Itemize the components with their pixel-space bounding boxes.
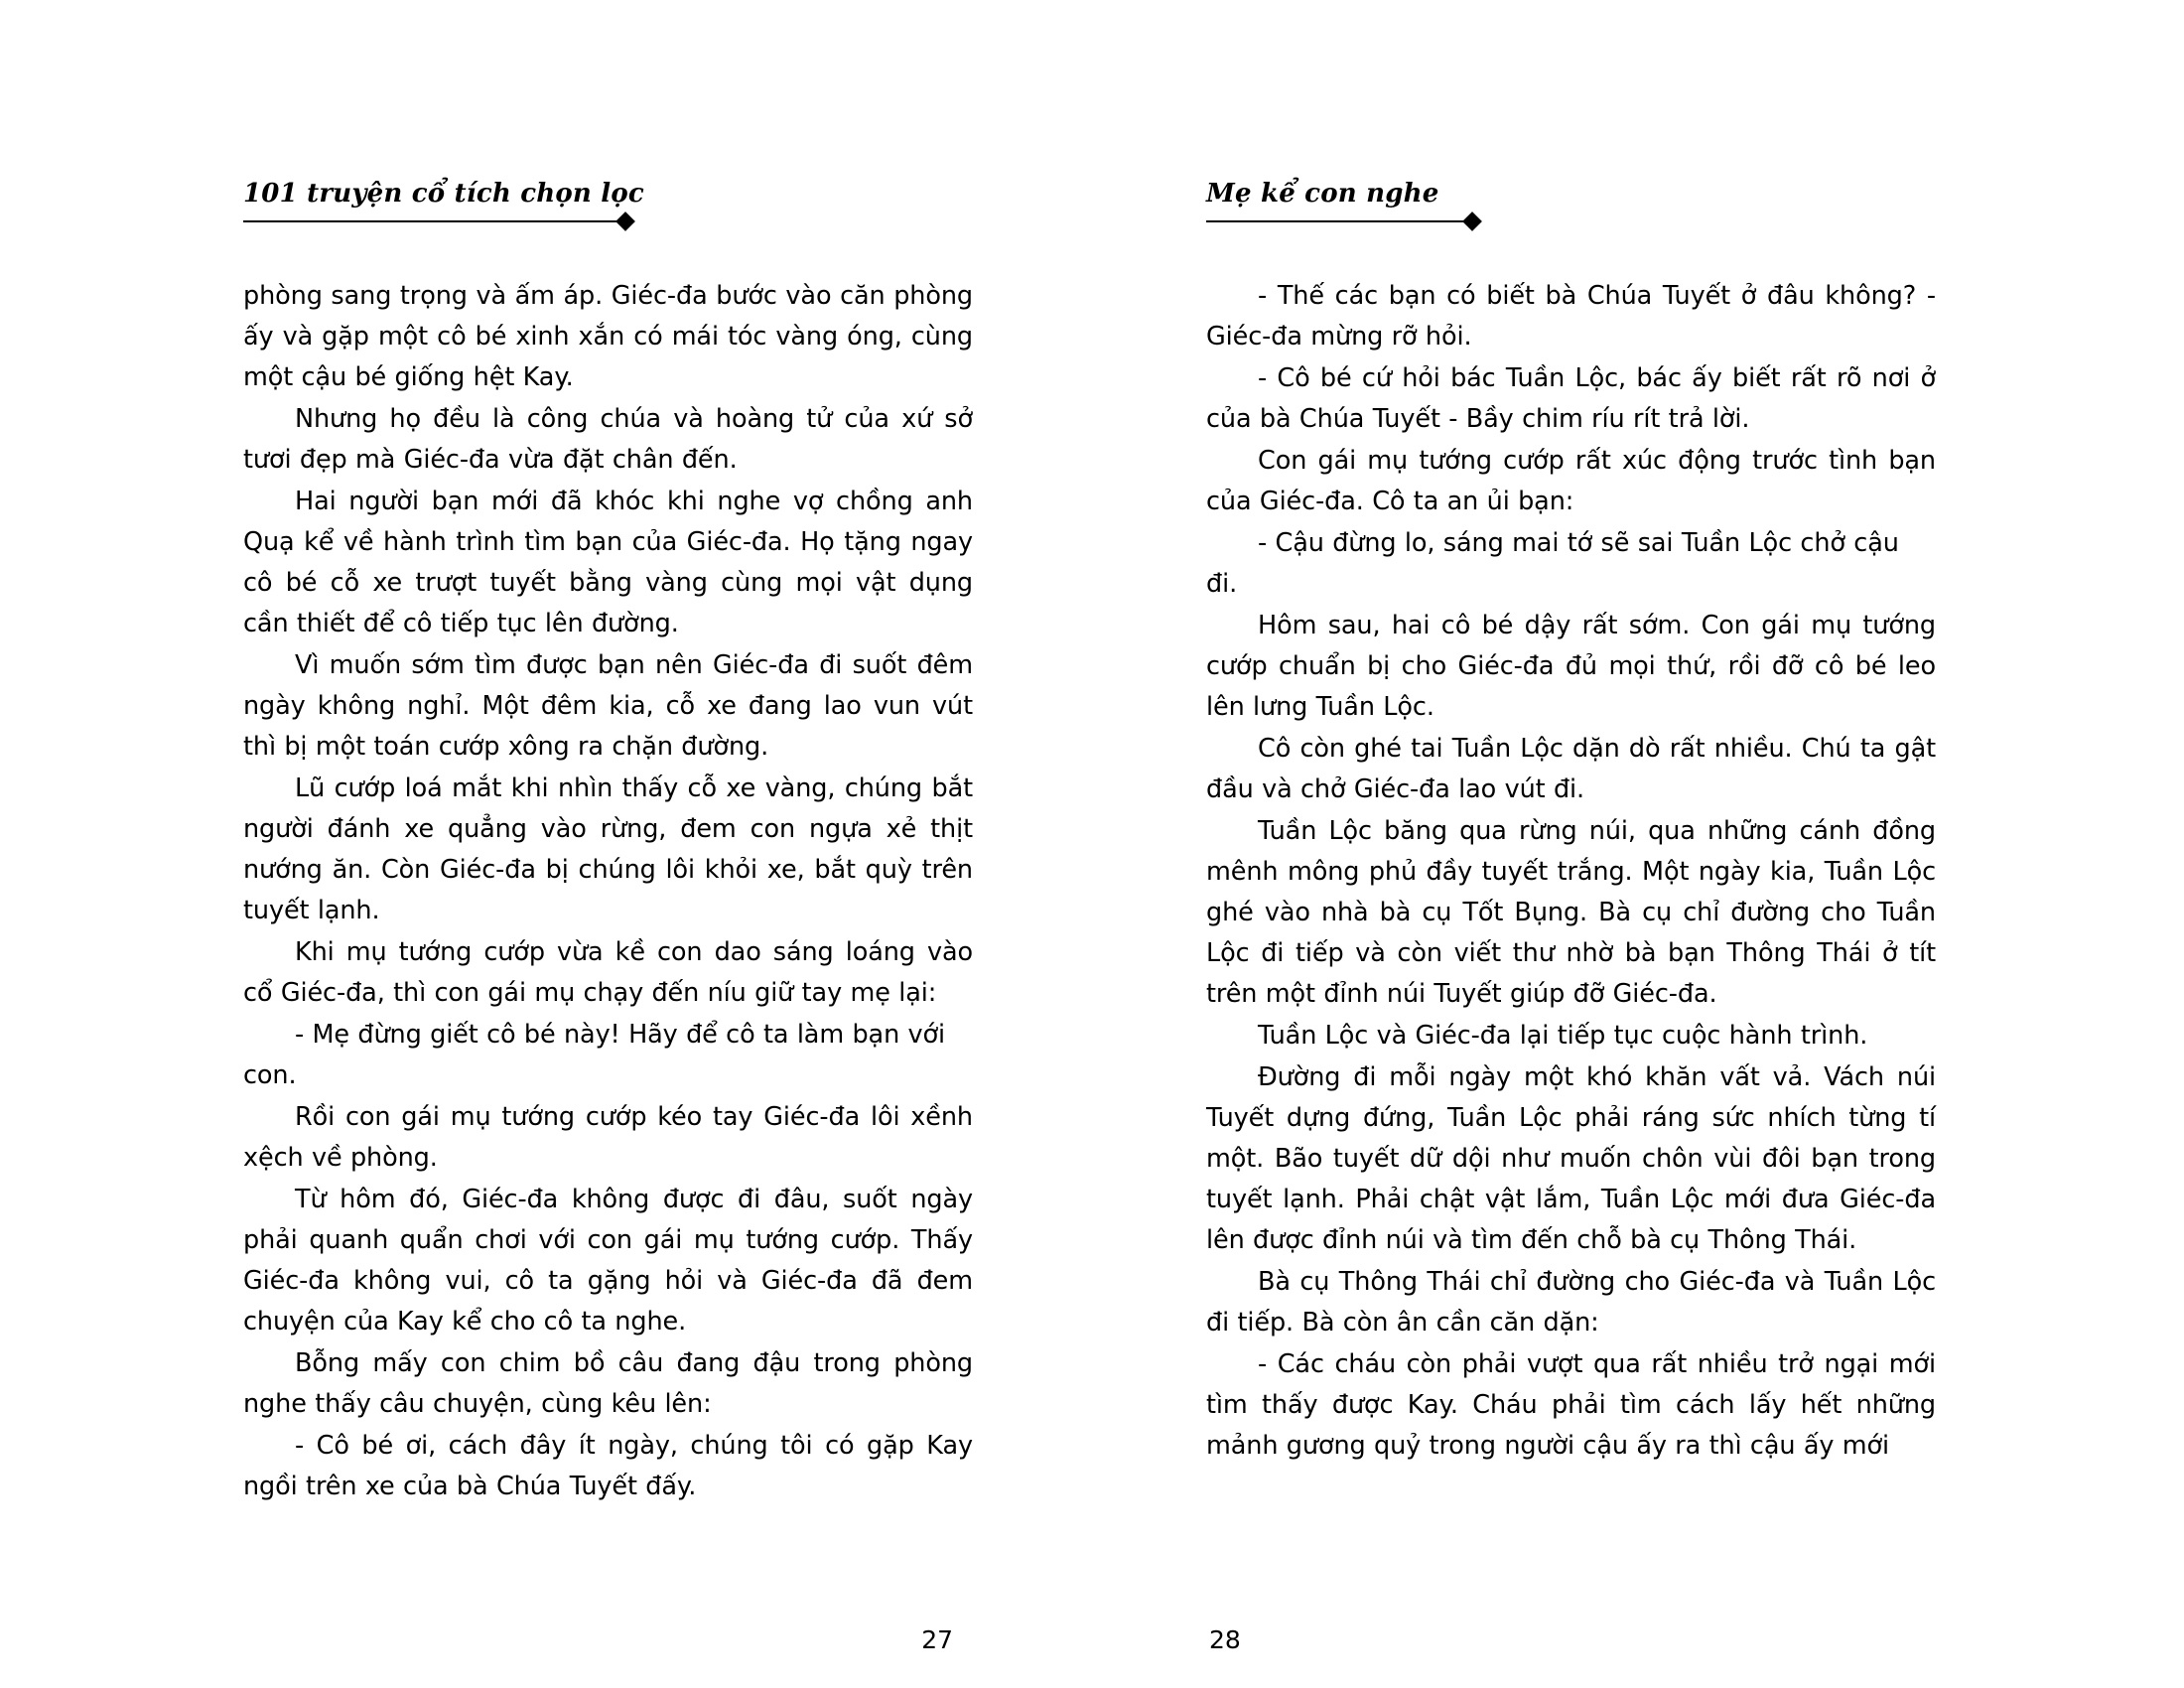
paragraph: Hôm sau, hai cô bé dậy rất sớm. Con gái mụ tướng cướp chuẩn bị cho Giéc-đa đủ mọi thứ, rồi đỡ cô bé leo lên lưng Tuần Lộc. [1206,611,1936,722]
paragraph: Con gái mụ tướng cướp rất xúc động trước tình bạn của Giéc-đa. Cô ta an ủi bạn: [1206,446,1936,516]
running-head-right [1206,179,1936,238]
running-head-rule [243,220,622,222]
paragraph: Tuần Lộc và Giéc-đa lại tiếp tục cuộc hành trình. [1258,1021,1868,1051]
page-number-left: 27 [921,1625,953,1654]
paragraph: Bà cụ Thông Thái chỉ đường cho Giéc-đa và Tuần Lộc đi tiếp. Bà còn ân cần căn dặn: [1206,1267,1936,1337]
paragraph: Nhưng họ đều là công chúa và hoàng tử của xứ sở tươi đẹp mà Giéc-đa vừa đặt chân đến. [243,404,973,475]
running-head-left [243,179,973,238]
running-head-right-text: Mẹ kể con nghe [1206,179,1439,209]
page-right [1092,179,2184,1688]
body-text-right [1206,276,1936,1467]
paragraph: Từ hôm đó, Giéc-đa không được đi đâu, suốt ngày phải quanh quẩn chơi với con gái mụ tướng cướp. Thấy Giéc-đa không vui, cô ta gặng hỏi và Giéc-đa đã đem chuyện của Kay kể cho cô ta nghe. [243,1185,973,1336]
paragraph: - Cô bé ơi, cách đây ít ngày, chúng tôi có gặp Kay ngồi trên xe của bà Chúa Tuyết đấy. [243,1431,973,1501]
paragraph: - Cô bé cứ hỏi bác Tuần Lộc, bác ấy biết rất rõ nơi ở của bà Chúa Tuyết - Bầy chim ríu rít trả lời. [1206,363,1936,434]
page-number-right: 28 [1209,1625,1241,1654]
paragraph: Đường đi mỗi ngày một khó khăn vất vả. Vách núi Tuyết dựng đứng, Tuần Lộc phải ráng sức nhích từng tí một. Bão tuyết dữ dội như muốn chôn vùi đôi bạn trong tuyết lạnh. Phải chật vật lắm, Tuần Lộc mới đưa Giéc-đa lên được đỉnh núi và tìm đến chỗ bà cụ Thông Thái. [1206,1062,1936,1255]
diamond-icon [1462,211,1482,231]
diamond-icon [615,211,635,231]
paragraph: Hai người bạn mới đã khóc khi nghe vợ chồng anh Quạ kể về hành trình tìm bạn của Giéc-đa. Họ tặng ngay cô bé cỗ xe trượt tuyết bằng vàng cùng mọi vật dụng cần thiết để cô tiếp tục lên đường. [243,487,973,638]
page-left [0,179,1092,1688]
paragraph: Khi mụ tướng cướp vừa kề con dao sáng loáng vào cổ Giéc-đa, thì con gái mụ chạy đến níu giữ tay mẹ lại: [243,937,973,1008]
paragraph: phòng sang trọng và ấm áp. Giéc-đa bước vào căn phòng ấy và gặp một cô bé xinh xắn có mái tóc vàng óng, cùng một cậu bé giống hệt Kay. [243,281,973,392]
running-head-left-text: 101 truyện cổ tích chọn lọc [243,179,644,209]
paragraph: - Cậu đừng lo, sáng mai tớ sẽ sai Tuần Lộc chở cậu đi. [1206,528,1899,599]
paragraph: - Thế các bạn có biết bà Chúa Tuyết ở đâu không? - Giéc-đa mừng rỡ hỏi. [1206,281,1936,352]
paragraph: Lũ cướp loá mắt khi nhìn thấy cỗ xe vàng, chúng bắt người đánh xe quẳng vào rừng, đem con ngựa xẻ thịt nướng ăn. Còn Giéc-đa bị chúng lôi khỏi xe, bắt quỳ trên tuyết lạnh. [243,774,973,925]
paragraph: Rồi con gái mụ tướng cướp kéo tay Giéc-đa lôi xềnh xệch về phòng. [243,1102,973,1173]
paragraph: Tuần Lộc băng qua rừng núi, qua những cánh đồng mênh mông phủ đầy tuyết trắng. Một ngày kia, Tuần Lộc ghé vào nhà bà cụ Tốt Bụng. Bà cụ chỉ đường cho Tuần Lộc đi tiếp và còn viết thư nhờ bà bạn Thông Thái ở tít trên một đỉnh núi Tuyết giúp đỡ Giéc-đa. [1206,816,1936,1009]
paragraph: Bỗng mấy con chim bồ câu đang đậu trong phòng nghe thấy câu chuyện, cùng kêu lên: [243,1348,973,1419]
paragraph: - Mẹ đừng giết cô bé này! Hãy để cô ta làm bạn với con. [243,1020,946,1090]
paragraph: Vì muốn sớm tìm được bạn nên Giéc-đa đi suốt đêm ngày không nghỉ. Một đêm kia, cỗ xe đang lao vun vút thì bị một toán cướp xông ra chặn đường. [243,650,973,762]
body-text-left [243,276,973,1507]
paragraph: - Các cháu còn phải vượt qua rất nhiều trở ngại mới tìm thấy được Kay. Cháu phải tìm cách lấy hết những mảnh gương quỷ trong người cậu ấy ra thì cậu ấy mới [1206,1349,1936,1461]
running-head-rule [1206,220,1469,222]
paragraph: Cô còn ghé tai Tuần Lộc dặn dò rất nhiều. Chú ta gật đầu và chở Giéc-đa lao vút đi. [1206,734,1936,804]
